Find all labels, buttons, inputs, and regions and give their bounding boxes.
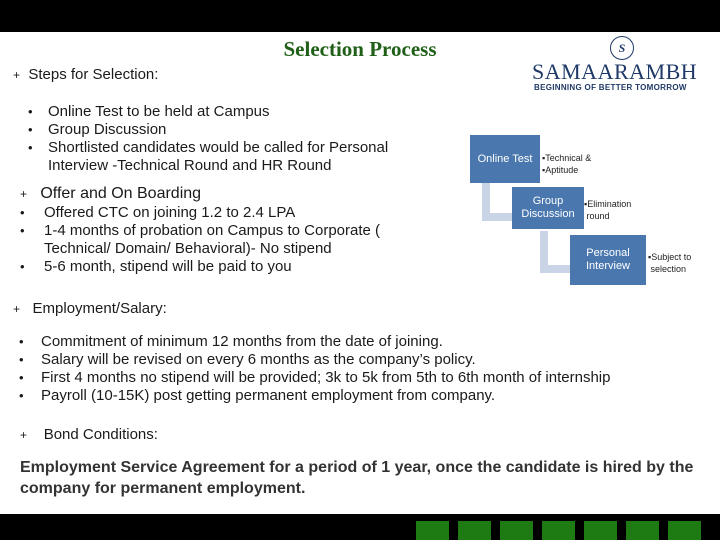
list-item: • First 4 months no stipend will be provided; 3k to 5k from 5th to 6th month of internship	[19, 369, 611, 386]
bond-text: Employment Service Agreement for a period of 1 year, once the candidate is hired by the company for permanent employment.	[20, 459, 694, 497]
logo	[530, 36, 720, 94]
logo-name: SAMAARAMBH	[532, 59, 698, 84]
list-item: • Payroll (10-15K) post getting permanent employment from company.	[19, 387, 496, 404]
steps-heading	[13, 66, 158, 83]
steps-heading-text: Steps for Selection:	[28, 66, 159, 83]
logo-tagline: BEGINNING OF BETTER TOMORROW	[534, 83, 687, 92]
process-note: ▪Technical & ▪Aptitude	[542, 153, 592, 175]
list-item: • Online Test to be held at Campus	[28, 103, 270, 120]
selection-process-diagram	[470, 135, 720, 295]
process-note: ▪Elimination round	[584, 199, 632, 221]
list-item: • 1-4 months of probation on Campus to Corporate ( Technical/ Domain/ Behavioral)- No stipend	[20, 222, 381, 257]
list-item: • Shortlisted candidates would be called for Personal Interview -Technical Round and HR Round	[28, 139, 389, 174]
bond-heading	[20, 426, 158, 443]
employment-list	[19, 333, 701, 405]
footer-square	[668, 521, 701, 540]
plus-bullet-icon: +	[20, 187, 28, 201]
footer-square	[584, 521, 617, 540]
top-bar	[0, 0, 720, 32]
offer-heading-text: Offer and On Boarding	[40, 185, 202, 202]
logo-mark: S	[610, 36, 634, 60]
list-item: • Commitment of minimum 12 months from the date of joining.	[19, 333, 443, 350]
employment-heading-text: Employment/Salary:	[32, 300, 167, 317]
footer-square	[416, 521, 449, 540]
process-box-personal-interview: Personal Interview	[570, 235, 646, 285]
list-item: • Salary will be revised on every 6 months as the company’s policy.	[19, 351, 476, 368]
footer-square	[458, 521, 491, 540]
list-item: • 5-6 month, stipend will be paid to you	[20, 258, 292, 275]
employment-heading	[13, 300, 167, 317]
page-title: Selection Process	[283, 37, 437, 61]
process-note: ▪Subject to selection	[648, 252, 692, 274]
process-box-group-discussion: Group Discussion	[512, 187, 584, 229]
process-box-online-test: Online Test	[470, 135, 540, 183]
offer-heading	[20, 185, 201, 203]
offer-list	[20, 204, 424, 276]
plus-bullet-icon: +	[13, 68, 21, 82]
footer-square	[626, 521, 659, 540]
list-item: • Group Discussion	[28, 121, 167, 138]
list-item: • Offered CTC on joining 1.2 to 2.4 LPA	[20, 204, 296, 221]
footer-square	[500, 521, 533, 540]
plus-bullet-icon: +	[13, 302, 21, 316]
footer-square	[542, 521, 575, 540]
steps-list	[28, 103, 438, 175]
bond-heading-text: Bond Conditions:	[43, 426, 158, 443]
plus-bullet-icon: +	[20, 428, 28, 442]
